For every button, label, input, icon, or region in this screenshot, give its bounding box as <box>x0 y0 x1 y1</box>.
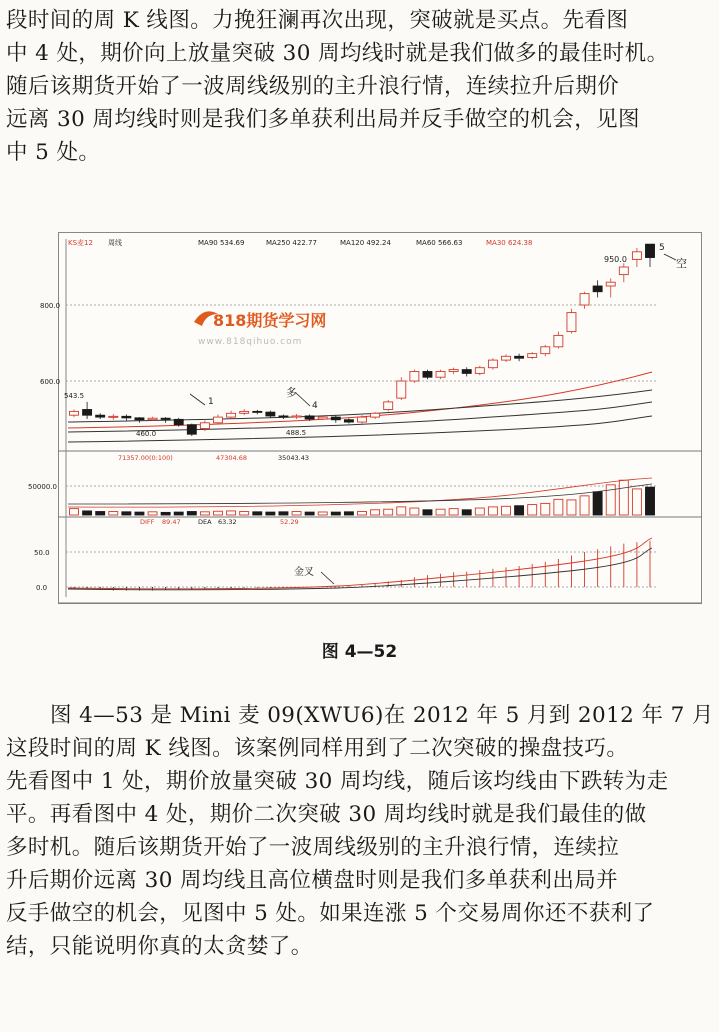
text-line: 这段时间的周 K 线图。该案例同样用到了二次突破的操盘技巧。 <box>6 736 629 761</box>
volume-bar <box>646 487 655 515</box>
candle-body <box>488 360 497 368</box>
candle-body <box>96 415 105 417</box>
volume-bar <box>279 512 288 515</box>
text-line: 结，只能说明你真的太贪婪了。 <box>6 934 313 959</box>
volume-bar <box>135 512 144 515</box>
ma60-label: MA60 566.63 <box>416 239 463 247</box>
macd-tick-0: 0.0 <box>36 584 48 592</box>
label-high-950: 950.0 <box>604 255 627 264</box>
text-line: 中 4 处，期价向上放量突破 30 周均线时就是我们做多的最佳时机。 <box>6 41 669 66</box>
volume-bar <box>331 512 340 515</box>
candle-body <box>397 381 406 398</box>
candle-body <box>567 313 576 332</box>
ma250-label: MA250 422.77 <box>266 239 317 247</box>
text-line: 平。再看图中 4 处，期价二次突破 30 周均线时就是我们最佳的做 <box>6 802 647 827</box>
volume-bar <box>580 496 589 515</box>
text-line: 多时机。随后该期货开始了一波周线级别的主升浪行情，连续拉 <box>6 835 620 860</box>
volume-bar <box>96 512 105 515</box>
chart-symbol: KS麦12 <box>68 239 93 247</box>
candle-body <box>161 418 170 419</box>
volume-bar <box>619 480 628 515</box>
candle-body <box>502 356 511 360</box>
vol-tick: 50000.0 <box>28 483 57 491</box>
macd-tick-50: 50.0 <box>34 549 50 557</box>
kline-chart-figure <box>28 232 702 604</box>
candle-body <box>593 286 602 292</box>
volume-bar <box>436 509 445 515</box>
volume-bar <box>227 511 236 515</box>
candle-body <box>253 411 262 412</box>
label-low-488: 488.5 <box>286 429 307 437</box>
vol-header-3: 35043.43 <box>278 454 310 462</box>
text-line: 段时间的周 K 线图。力挽狂澜再次出现，突破就是买点。先看图 <box>6 8 629 33</box>
text-line: 远离 30 周均线时则是我们多单获利出局并反手做空的机会，见图 <box>6 107 640 132</box>
candle-body <box>554 335 563 346</box>
volume-bar <box>292 512 301 515</box>
candle-body <box>266 412 275 416</box>
volume-bar <box>502 506 511 515</box>
label-kong: 空 <box>676 257 687 270</box>
label-jincha: 金叉 <box>294 567 314 578</box>
volume-bar <box>475 508 484 515</box>
volume-bar <box>148 512 157 515</box>
watermark-url: www.818qihuo.com <box>198 337 303 347</box>
macd-diff-value: 89.47 <box>162 518 181 526</box>
figure-caption: 图 4—52 <box>321 642 398 662</box>
candle-body <box>358 417 367 422</box>
candle-body <box>384 402 393 410</box>
price-tick-800: 800.0 <box>40 302 61 310</box>
volume-bar <box>410 508 419 515</box>
volume-bar <box>109 512 118 515</box>
volume-bar <box>174 512 183 515</box>
label-duo: 多 <box>286 386 297 399</box>
candle-body <box>148 418 157 420</box>
volume-bar <box>423 510 432 515</box>
volume-bar <box>397 507 406 515</box>
volume-bar <box>384 509 393 515</box>
candle-body <box>515 356 524 358</box>
candle-body <box>606 282 615 286</box>
macd-dea-value: 63.32 <box>218 518 237 526</box>
volume-bar <box>200 512 209 515</box>
ma120-label: MA120 492.24 <box>340 239 391 247</box>
candle-body <box>436 372 445 378</box>
vol-header-2: 47304.68 <box>216 454 248 462</box>
text-line: 中 5 处。 <box>6 140 101 165</box>
volume-bar <box>541 503 550 515</box>
candle-body <box>122 416 131 418</box>
text-line: 升后期价远离 30 周均线且高位横盘时则是我们多单获利出局并 <box>6 868 619 893</box>
volume-bar <box>554 499 563 515</box>
volume-bar <box>83 511 92 515</box>
volume-bar <box>253 512 262 515</box>
candle-body <box>214 417 223 423</box>
candle-body <box>462 370 471 374</box>
candle-body <box>423 372 432 378</box>
price-tick-600: 600.0 <box>40 378 61 386</box>
candle-body <box>410 372 419 382</box>
candle-body <box>646 244 655 257</box>
candle-body <box>227 413 236 417</box>
volume-bar <box>528 505 537 515</box>
volume-bar <box>371 510 380 515</box>
volume-bar <box>240 512 249 515</box>
watermark-title: 818期货学习网 <box>213 311 327 330</box>
volume-bar <box>214 511 223 515</box>
candle-body <box>292 416 301 417</box>
candle-body <box>619 267 628 275</box>
candle-body <box>279 416 288 417</box>
candle-body <box>371 413 380 417</box>
volume-bar <box>122 512 131 515</box>
volume-bar <box>187 512 196 515</box>
candle-body <box>135 418 144 420</box>
macd-diff-label: DIFF <box>140 518 155 526</box>
candle-body <box>475 368 484 374</box>
label-left-high: 543.5 <box>64 392 85 400</box>
label-low-460: 460.0 <box>136 430 157 438</box>
candle-body <box>83 410 92 416</box>
candle-body <box>305 416 314 419</box>
ma90-label: MA90 534.69 <box>198 239 245 247</box>
candle-body <box>632 252 641 260</box>
candle-body <box>541 347 550 354</box>
volume-bar <box>161 512 170 515</box>
volume-bar <box>358 512 367 515</box>
volume-bar <box>593 492 602 515</box>
candle-body <box>70 411 79 415</box>
volume-bar <box>344 512 353 515</box>
text-line: 随后该期货开始了一波周线级别的主升浪行情，连续拉升后期价 <box>6 74 620 99</box>
volume-bar <box>70 509 79 515</box>
macd-dea-label: DEA <box>198 518 212 526</box>
paragraph-intro <box>6 4 714 169</box>
volume-bar <box>449 509 458 515</box>
vol-header-1: 71357.00(0:100) <box>118 454 173 462</box>
candle-body <box>344 420 353 422</box>
candle-body <box>318 417 327 419</box>
text-line: 图 4—53 是 Mini 麦 09(XWU6)在 2012 年 5 月到 2012 年 7 月 <box>50 703 714 728</box>
ma30-label: MA30 624.38 <box>486 239 533 247</box>
text-line: 先看图中 1 处，期价放量突破 30 周均线，随后该均线由下跌转为走 <box>6 769 669 794</box>
macd-value: 52.29 <box>280 518 299 526</box>
volume-bar <box>488 507 497 515</box>
volume-bar <box>632 489 641 515</box>
candle-body <box>331 417 340 420</box>
volume-bar <box>515 506 524 515</box>
mark-5: 5 <box>659 243 665 253</box>
mark-1: 1 <box>208 397 214 407</box>
volume-bar <box>462 510 471 515</box>
mark-4: 4 <box>312 401 318 411</box>
candle-body <box>174 419 183 424</box>
volume-bar <box>567 500 576 515</box>
candle-body <box>187 425 196 435</box>
volume-bar <box>318 512 327 515</box>
candle-body <box>449 370 458 372</box>
candle-body <box>200 423 209 429</box>
candle-body <box>580 294 589 305</box>
paragraph-case <box>6 699 714 963</box>
volume-bar <box>305 512 314 515</box>
candle-body <box>528 354 537 358</box>
candle-body <box>240 411 249 413</box>
volume-bar <box>266 512 275 515</box>
text-line: 反手做空的机会，见图中 5 处。如果连涨 5 个交易周你还不获利了 <box>6 901 655 926</box>
chart-period: 周线 <box>108 239 122 247</box>
candle-body <box>109 416 118 417</box>
